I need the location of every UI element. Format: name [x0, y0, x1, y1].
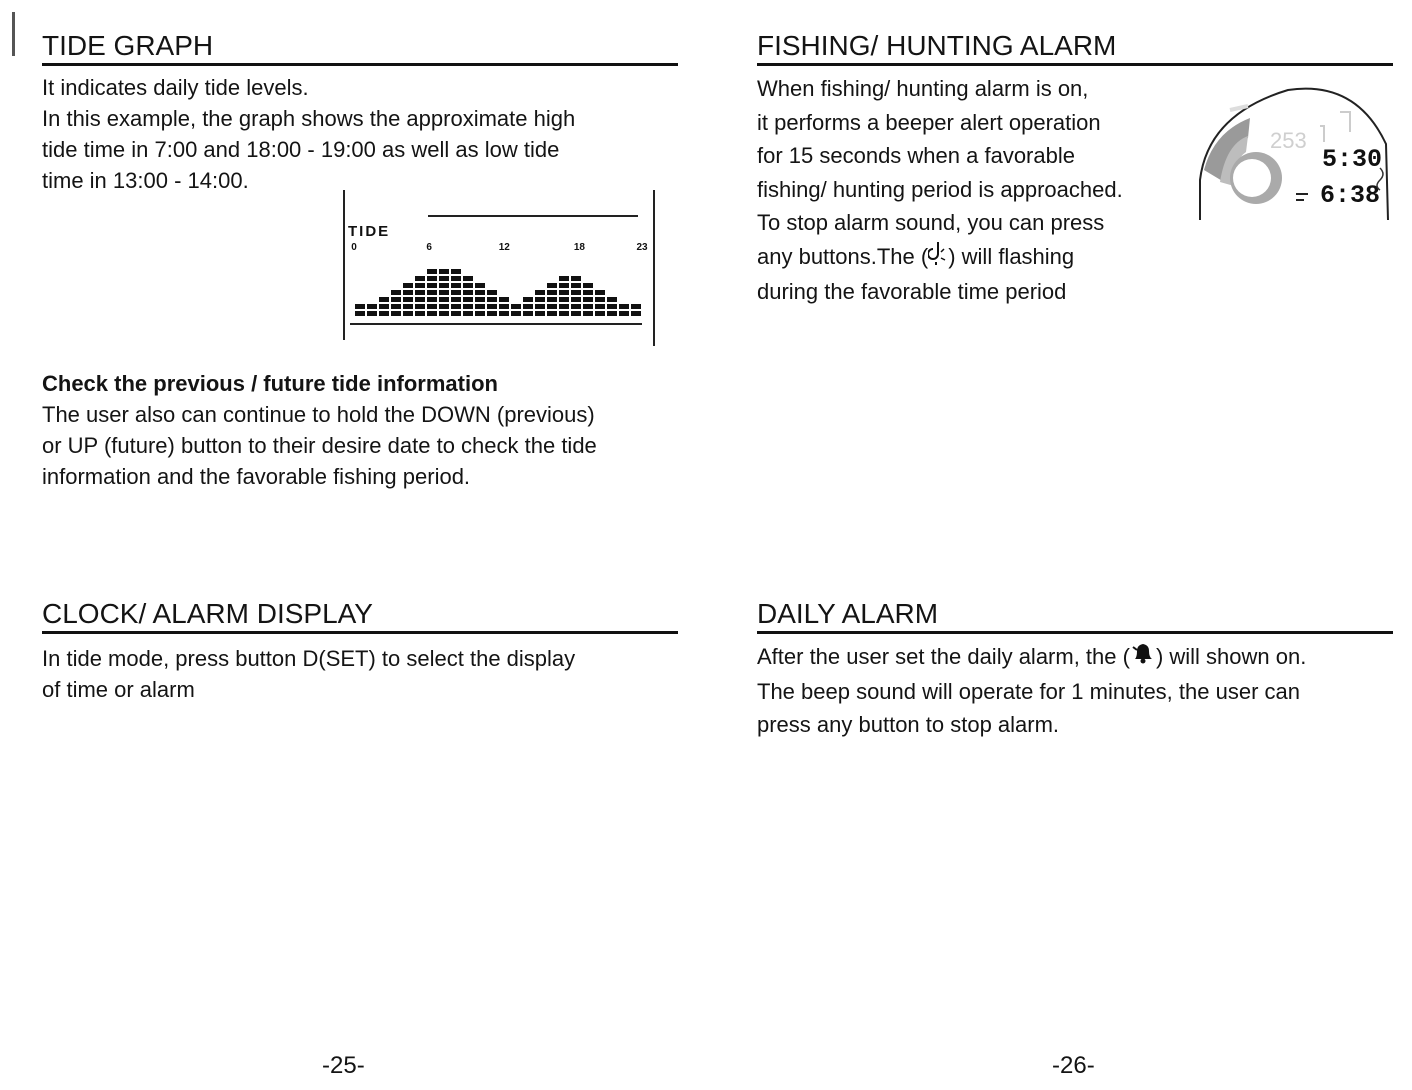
hour-tick-12: 12: [498, 242, 510, 253]
text-line: fishing/ hunting period is approached.: [757, 176, 1123, 202]
text-line: tide time in 7:00 and 18:00 - 19:00 as well as low tide: [42, 137, 560, 162]
tide-graph-text: [42, 72, 575, 196]
text-line: It indicates daily tide levels.: [42, 75, 309, 100]
text-line: of time or alarm: [42, 677, 195, 702]
text-line: press any button to stop alarm.: [757, 712, 1060, 738]
text-line: time in 13:00 - 14:00.: [42, 168, 249, 193]
watch-time-1: 5:30: [1322, 145, 1383, 174]
binding-mark: [12, 12, 15, 56]
daily-alarm-title: DAILY ALARM: [757, 598, 1393, 634]
check-info-text: [42, 399, 597, 492]
tide-graph-figure: [336, 186, 662, 350]
watch-time-2: 6:38: [1320, 181, 1381, 210]
tide-bar-hour-13: [511, 304, 521, 316]
tide-bar-hour-14: [523, 297, 533, 316]
hour-tick-6: 6: [426, 242, 432, 253]
tide-bar-hour-1: [367, 304, 377, 316]
tide-bar-hour-22: [619, 304, 629, 316]
daily-alarm-text: [757, 640, 1306, 742]
tide-bar-hour-18: [571, 276, 581, 316]
tide-bar-hour-16: [547, 283, 557, 316]
tide-bar-hour-0: [355, 304, 365, 316]
page-number-right: -26-: [1052, 1052, 1095, 1079]
text-line: or UP (future) button to their desire date to check the tide: [42, 433, 597, 458]
tide-bar-hour-20: [595, 290, 605, 316]
text-line: To stop alarm sound, you can press: [757, 210, 1105, 235]
hour-tick-18: 18: [573, 242, 585, 253]
tide-bar-hour-4: [403, 283, 413, 316]
text-fragment: ) will flashing: [948, 243, 1075, 269]
clock-alarm-title: CLOCK/ ALARM DISPLAY: [42, 598, 678, 634]
tide-bar-hour-8: [451, 269, 461, 316]
clock-alarm-text: [42, 643, 575, 705]
text-line: In this example, the graph shows the approximate high: [42, 106, 576, 131]
text-line: When fishing/ hunting alarm is on,: [757, 76, 1089, 101]
tide-bar-hour-15: [535, 290, 545, 316]
tide-bar-hour-19: [583, 283, 593, 316]
hour-tick-23: 23: [636, 242, 648, 253]
tide-graph-title: TIDE GRAPH: [42, 30, 678, 66]
fishing-alarm-text: [757, 72, 1123, 309]
tide-bar-hour-21: [607, 297, 617, 316]
tide-bar-hour-10: [475, 283, 485, 316]
bell-icon: [1130, 641, 1156, 675]
text-line: [757, 240, 1123, 276]
tide-bar-hour-12: [499, 297, 509, 316]
tide-bar-hour-11: [487, 290, 497, 316]
page-number-left: -25-: [322, 1052, 365, 1079]
tide-bar-hour-23: [631, 304, 641, 316]
text-line: information and the favorable fishing period.: [42, 464, 471, 489]
text-line: for 15 seconds when a favorable: [757, 143, 1075, 168]
tide-bar-hour-5: [415, 276, 425, 316]
text-fragment: ) will shown on.: [1155, 644, 1307, 669]
text-line: In tide mode, press button D(SET) to select the display: [42, 646, 576, 671]
tide-label: TIDE: [348, 223, 391, 240]
tide-bar-hour-6: [427, 269, 437, 316]
text-line: The user also can continue to hold the DOWN (previous): [42, 402, 595, 427]
text-line: during the favorable time period: [757, 279, 1067, 305]
fishing-alarm-title: FISHING/ HUNTING ALARM: [757, 30, 1393, 66]
hour-tick-0: 0: [351, 242, 357, 253]
tide-bars: [355, 269, 641, 316]
tide-bar-hour-7: [439, 269, 449, 316]
fish-hook-icon: [928, 240, 948, 276]
tide-bar-hour-9: [463, 276, 473, 316]
watch-small-value: 253: [1270, 128, 1307, 153]
text-line: [757, 640, 1306, 675]
tide-bar-hour-17: [559, 276, 569, 316]
text-fragment: After the user set the daily alarm, the (: [757, 644, 1130, 669]
text-fragment: any buttons.The (: [757, 243, 929, 269]
text-line: it performs a beeper alert operation: [757, 109, 1101, 135]
check-info-heading: Check the previous / future tide information: [42, 371, 498, 396]
watch-display-illustration: [1190, 82, 1394, 226]
tide-bar-hour-2: [379, 297, 389, 316]
hour-tick-labels: [351, 242, 648, 253]
tide-bar-hour-3: [391, 290, 401, 316]
text-line: The beep sound will operate for 1 minutes, the user can: [757, 678, 1300, 704]
